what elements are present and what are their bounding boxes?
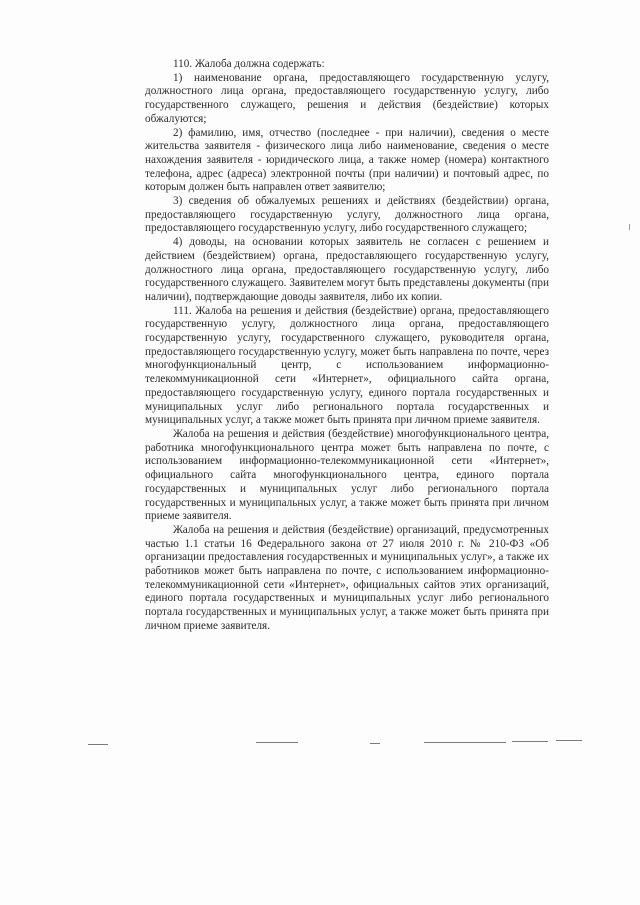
paragraph-111: 111. Жалоба на решения и действия (бездействие) органа, предоставляющего государственную услугу, должностного лица органа, предоставляющего государственную услугу, государственного служащего, руководителя органа, предоставляющего государственную услугу, может быть направлена по почте, через многофункциональный центр, с использованием информационно-телекоммуникационной сети «Интернет», официального сайта органа, предоставляющего государственную услугу, единого портала государственных и муниципальных услуг либо регионального портала государственных и муниципальных услуг, а также может быть принята при личном приеме заявителя.: [145, 304, 549, 427]
bottom-scan-line: [424, 742, 506, 743]
bottom-scan-line: [370, 743, 380, 744]
paragraph-item-1: 1) наименование органа, предоставляющего государственную услугу, должностного лица органа, предоставляющего государственную услугу, либо государственного служащего, решения и действия (бездействие) которых обжалуются;: [145, 71, 549, 125]
paragraph-110-heading: 110. Жалоба должна содержать:: [173, 58, 325, 70]
bottom-scan-line: [256, 742, 298, 743]
document-body: [145, 58, 549, 634]
paragraph-item-2: 2) фамилию, имя, отчество (последнее - при наличии), сведения о месте жительства заявителя - физического лица либо наименование, сведения о месте нахождения заявителя - юридического лица, а также номер (номера) контактного телефона, адрес (адреса) электронной почты (при наличии) и почтовый адрес, по которым должен быть направлен ответ заявителю;: [145, 126, 549, 194]
bottom-scan-line: [512, 741, 548, 742]
scan-edge-mark: [629, 224, 630, 230]
paragraph-item-3: 3) сведения об обжалуемых решениях и действиях (бездействии) органа, предоставляющего государственную услугу, должностного лица органа, предоставляющего государственную услугу, либо государственного служащего;: [145, 195, 549, 235]
paragraph-mfc-complaint: Жалоба на решения и действия (бездействие) многофункционального центра, работника многофункционального центра может быть направлена по почте, с использованием информационно-телекоммуникационной сети «Интернет», официального сайта многофункционального центра, единого портала государственных и муниципальных услуг либо регионального портала государственных и муниципальных услуг, а также может быть принята при личном приеме заявителя.: [145, 427, 549, 523]
bottom-scan-line: [556, 740, 582, 741]
paragraph-item-4: 4) доводы, на основании которых заявитель не согласен с решением и действием (бездействием) органа, предоставляющего государственную услугу, должностного лица органа, предоставляющего государственную услугу, либо государственного служащего. Заявителем могут быть представлены документы (при наличии), подтверждающие доводы заявителя, либо их копии.: [145, 236, 549, 303]
paragraph-organizations-complaint: Жалоба на решения и действия (бездействие) организаций, предусмотренных частью 1.1 статьи 16 Федерального закона от 27 июля 2010 г. № 210-ФЗ «Об организации предоставления государственных и муниципальных услуг», а также их работников может быть направлена по почте, с использованием информационно-телекоммуникационной сети «Интернет», официальных сайтов этих организаций, единого портала государственных и муниципальных услуг либо регионального портала государственных и муниципальных услуг, а также может быть принята при личном приеме заявителя.: [145, 523, 549, 632]
bottom-scan-line: [88, 744, 108, 745]
